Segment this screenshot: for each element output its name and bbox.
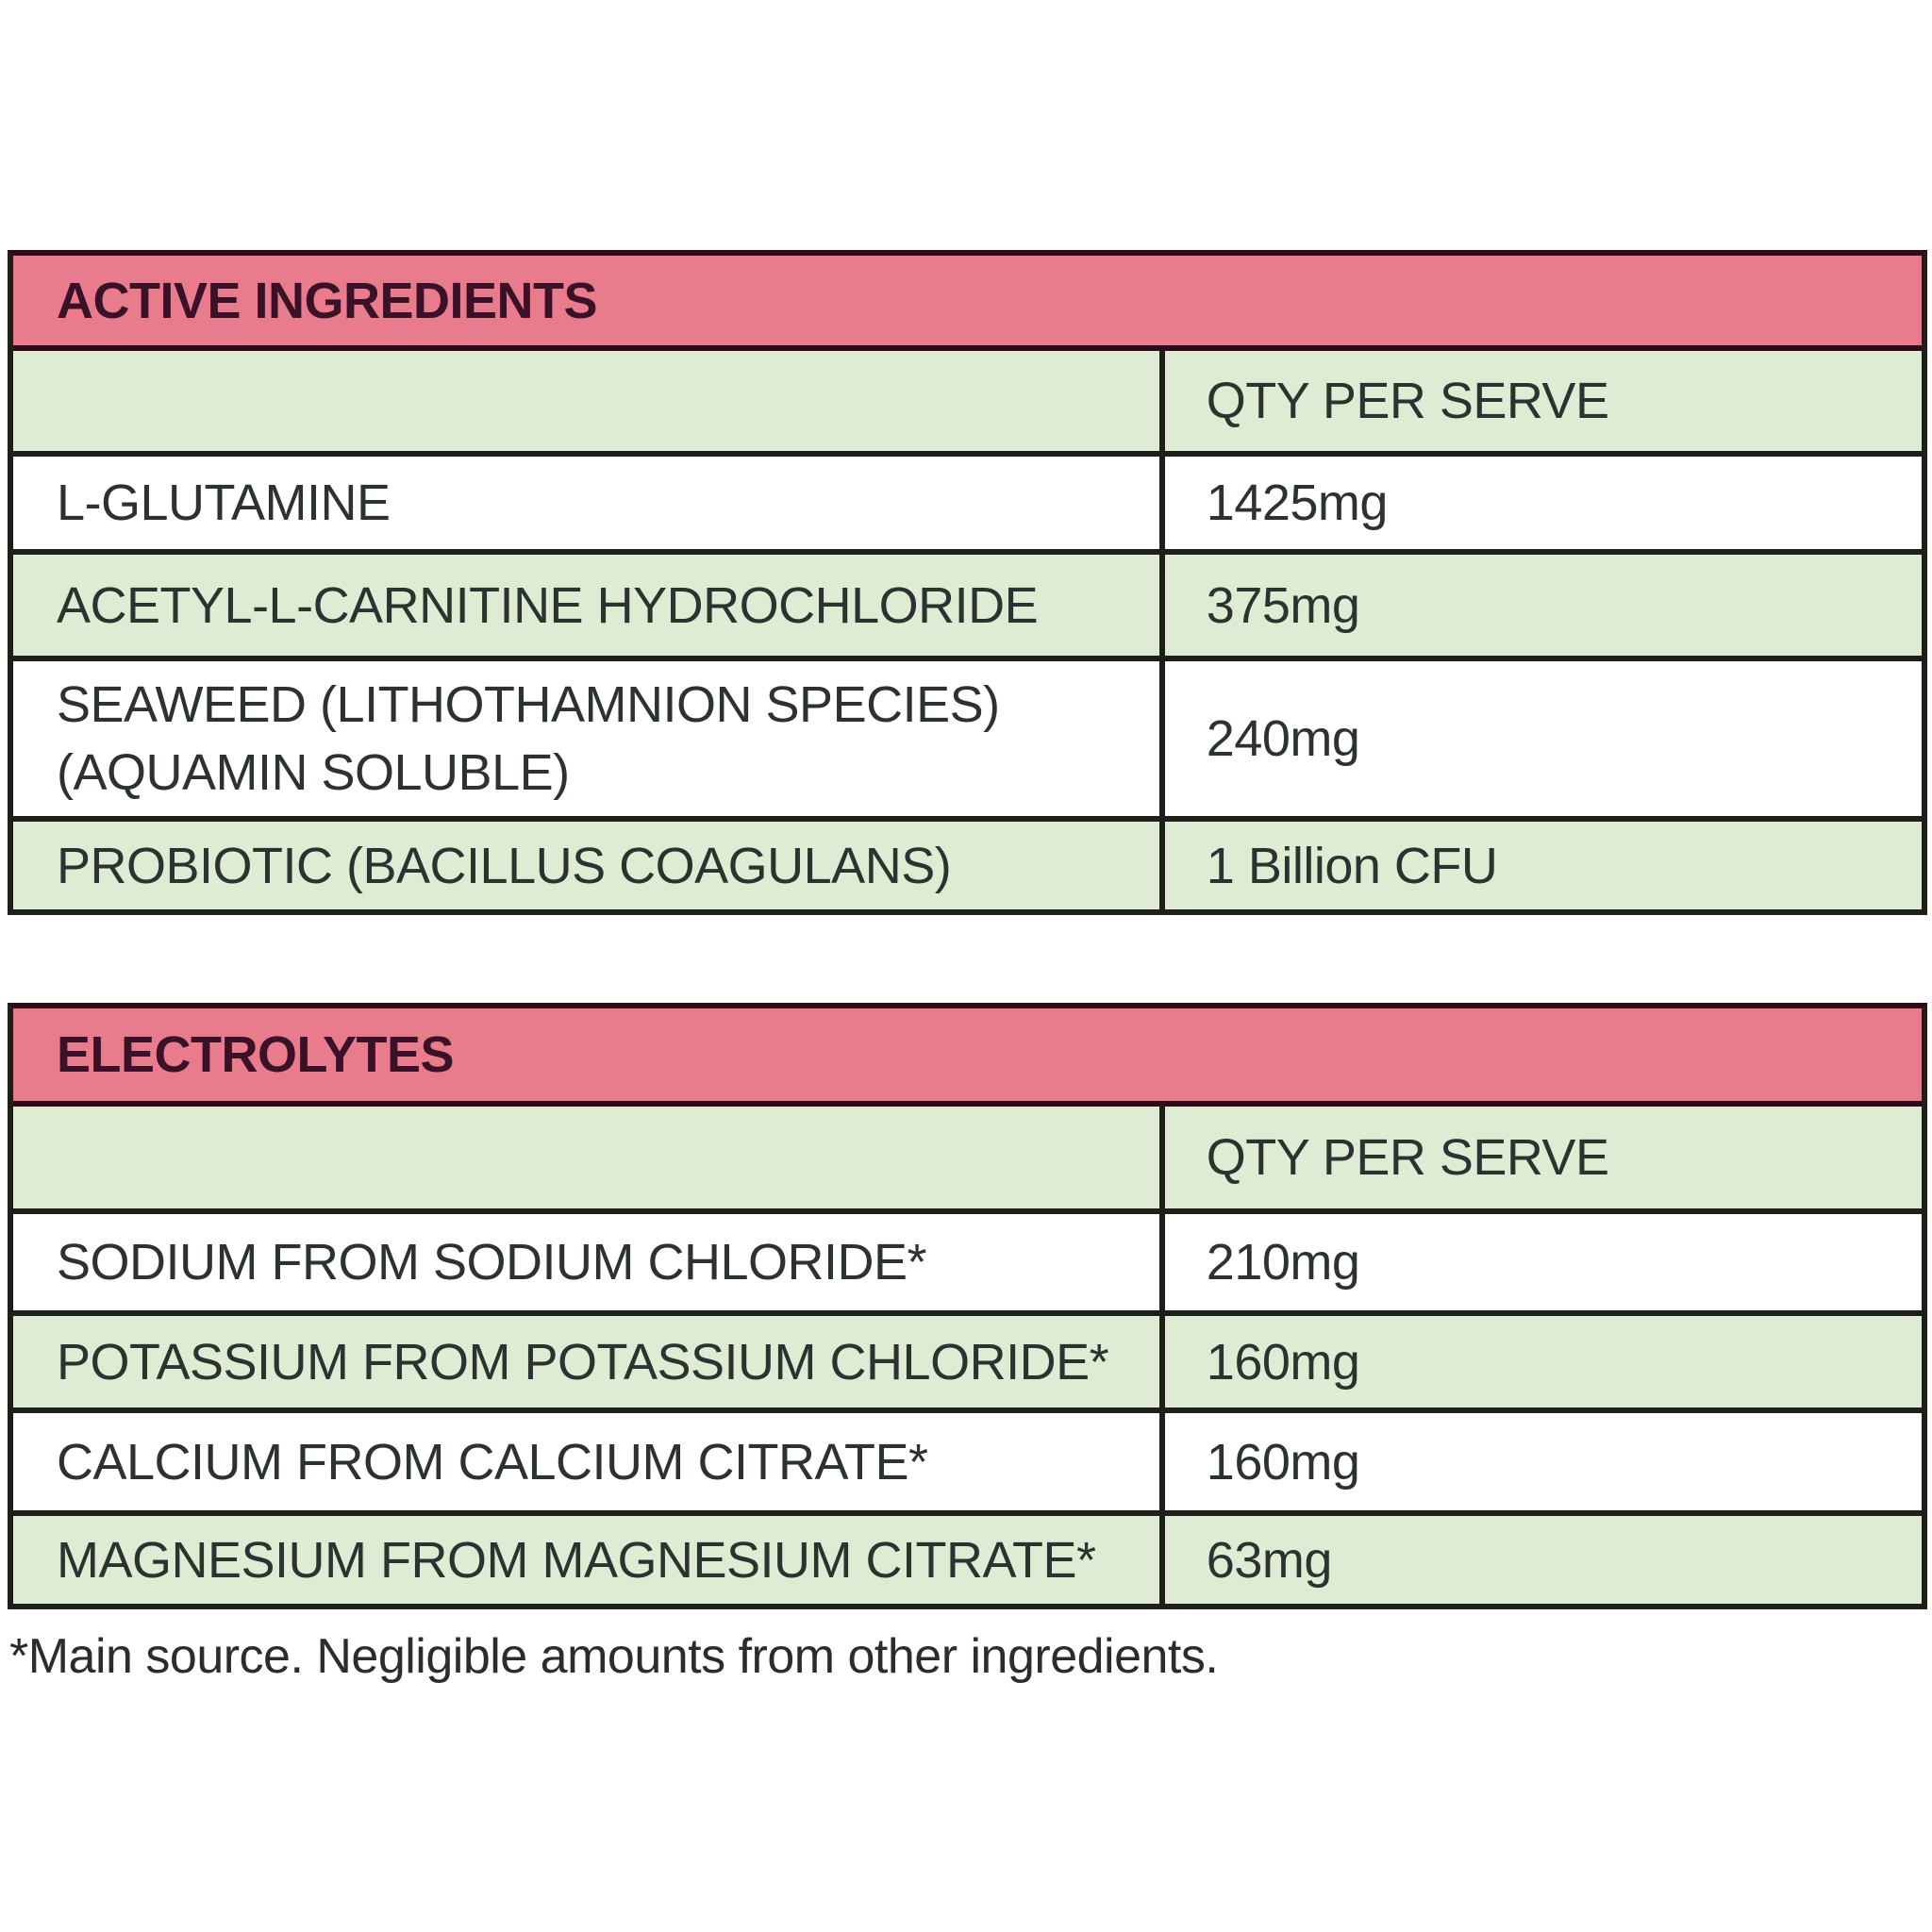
ingredient-qty: 210mg: [1159, 1214, 1922, 1310]
ingredient-qty: 160mg: [1159, 1316, 1922, 1407]
ingredient-column-header: [13, 351, 1159, 451]
ingredient-qty: 375mg: [1159, 555, 1922, 656]
table-row: [13, 656, 1922, 816]
ingredient-column-header: [13, 1107, 1159, 1208]
table-row: [13, 1510, 1922, 1604]
table-header-row: [13, 1107, 1922, 1208]
ingredient-name: ACETYL-L-CARNITINE HYDROCHLORIDE: [57, 576, 1039, 634]
qty-column-header: QTY PER SERVE: [1159, 351, 1922, 451]
active-ingredients-section-header: ACTIVE INGREDIENTS: [13, 256, 1922, 351]
ingredient-name: CALCIUM FROM CALCIUM CITRATE*: [57, 1433, 928, 1491]
ingredient-qty: 240mg: [1159, 661, 1922, 816]
ingredient-name: POTASSIUM FROM POTASSIUM CHLORIDE*: [57, 1333, 1109, 1391]
ingredient-name-line: (AQUAMIN SOLUBLE): [57, 744, 570, 801]
table-row: [13, 451, 1922, 549]
ingredient-name: [13, 661, 1159, 816]
ingredient-name: PROBIOTIC (BACILLUS COAGULANS): [57, 837, 952, 894]
ingredient-name: SODIUM FROM SODIUM CHLORIDE*: [57, 1234, 927, 1291]
qty-column-header: QTY PER SERVE: [1159, 1107, 1922, 1208]
footnote: *Main source. Negligible amounts from other ingredients.: [9, 1629, 1219, 1684]
electrolytes-table: [8, 1003, 1927, 1609]
ingredient-qty: 160mg: [1159, 1413, 1922, 1510]
table-row: [13, 816, 1922, 909]
active-ingredients-table: [8, 250, 1927, 915]
ingredient-name: L-GLUTAMINE: [57, 475, 391, 531]
table-header-row: [13, 351, 1922, 451]
table-row: [13, 1310, 1922, 1407]
ingredient-name-line: SEAWEED (LITHOTHAMNION SPECIES): [57, 676, 1000, 733]
ingredient-name: MAGNESIUM FROM MAGNESIUM CITRATE*: [57, 1531, 1096, 1589]
table-row: [13, 549, 1922, 656]
table-row: [13, 1407, 1922, 1510]
ingredient-qty: 1425mg: [1159, 457, 1922, 549]
ingredient-qty: 1 Billion CFU: [1159, 822, 1922, 909]
ingredient-qty: 63mg: [1159, 1516, 1922, 1604]
electrolytes-section-header: ELECTROLYTES: [13, 1008, 1922, 1107]
table-row: [13, 1208, 1922, 1310]
